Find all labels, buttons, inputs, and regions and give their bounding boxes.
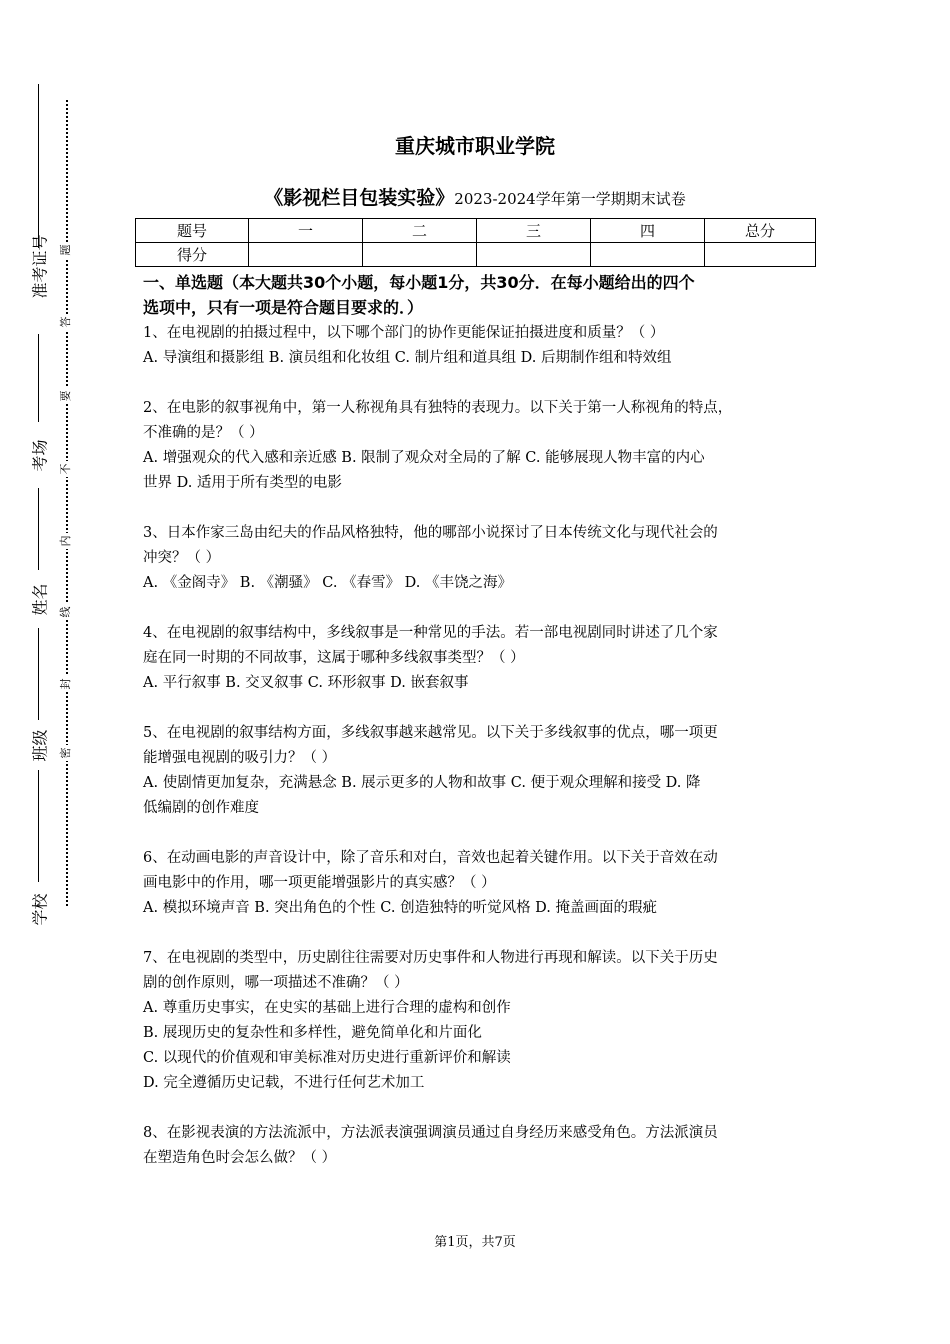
sidebar-label-class: 班级 bbox=[30, 729, 50, 762]
binding-line bbox=[38, 84, 39, 248]
score-header-cell: 一 bbox=[249, 219, 363, 243]
binding-line bbox=[38, 334, 39, 422]
score-header-cell: 总分 bbox=[705, 219, 816, 243]
binding-line bbox=[38, 628, 39, 720]
question-option-d: D. 完全遵循历史记载，不进行任何艺术加工 bbox=[143, 1075, 425, 1091]
question-options: 世界 D. 适用于所有类型的电影 bbox=[143, 475, 342, 491]
question-line: 在塑造角色时会怎么做？（ ） bbox=[143, 1150, 337, 1166]
school-name: 重庆城市职业学院 bbox=[395, 134, 555, 158]
seal-char: 封 bbox=[58, 676, 74, 692]
question-line: 7、在电视剧的类型中，历史剧往往需要对历史事件和人物进行再现和解读。以下关于历史 bbox=[143, 950, 718, 966]
question-7 bbox=[143, 946, 815, 1096]
question-line: 8、在影视表演的方法流派中，方法派表演强调演员通过自身经历来感受角色。方法派演员 bbox=[143, 1125, 718, 1141]
score-header-cell: 四 bbox=[591, 219, 705, 243]
page-number: 第1页，共7页 bbox=[434, 1235, 516, 1250]
question-line: 冲突？（ ） bbox=[143, 550, 221, 566]
sidebar-label-school: 学校 bbox=[30, 893, 50, 926]
question-options: 低编剧的创作难度 bbox=[143, 800, 259, 816]
question-options: A. 模拟环境声音 B. 突出角色的个性 C. 创造独特的听觉风格 D. 掩盖画面的瑕疵 bbox=[143, 900, 658, 916]
question-5 bbox=[143, 721, 815, 821]
question-line: 庭在同一时期的不同故事，这属于哪种多线叙事类型？（ ） bbox=[143, 650, 525, 666]
question-option-c: C. 以现代的价值观和审美标准对历史进行重新评价和解读 bbox=[143, 1050, 511, 1066]
course-name: 《影视栏目包装实验》 bbox=[264, 187, 455, 209]
exam-content bbox=[143, 270, 815, 1196]
exam-term: 2023-2024学年第一学期期末试卷 bbox=[454, 190, 686, 208]
score-header-cell: 二 bbox=[363, 219, 477, 243]
question-options: A. 平行叙事 B. 交叉叙事 C. 环形叙事 D. 嵌套叙事 bbox=[143, 675, 469, 691]
section-heading-line: 一、单选题（本大题共30个小题，每小题1分，共30分．在每小题给出的四个 bbox=[143, 273, 695, 292]
seal-char: 答 bbox=[58, 314, 74, 330]
binding-line bbox=[38, 488, 39, 570]
score-header-cell: 三 bbox=[477, 219, 591, 243]
seal-char: 内 bbox=[58, 533, 74, 549]
score-row-label: 得分 bbox=[136, 243, 249, 267]
score-table-score-row bbox=[136, 243, 816, 267]
section-heading-line: 选项中，只有一项是符合题目要求的．） bbox=[143, 298, 424, 317]
score-cell[interactable] bbox=[705, 243, 816, 267]
score-table-header-row bbox=[136, 219, 816, 243]
question-option-b: B. 展现历史的复杂性和多样性，避免简单化和片面化 bbox=[143, 1025, 482, 1041]
score-cell[interactable] bbox=[591, 243, 705, 267]
question-2 bbox=[143, 396, 815, 496]
binding-line bbox=[38, 770, 39, 882]
question-line: 画电影中的作用，哪一项更能增强影片的真实感？（ ） bbox=[143, 875, 496, 891]
question-option-a: A. 尊重历史事实，在史实的基础上进行合理的虚构和创作 bbox=[143, 1000, 511, 1016]
score-cell[interactable] bbox=[477, 243, 591, 267]
question-line: 6、在动画电影的声音设计中，除了音乐和对白，音效也起着关键作用。以下关于音效在动 bbox=[143, 850, 718, 866]
question-line: 剧的创作原则，哪一项描述不准确？（ ） bbox=[143, 975, 409, 991]
question-6 bbox=[143, 846, 815, 921]
question-line: 4、在电视剧的叙事结构中，多线叙事是一种常见的手法。若一部电视剧同时讲述了几个家 bbox=[143, 625, 718, 641]
question-4 bbox=[143, 621, 815, 696]
question-line: 1、在电视剧的拍摄过程中，以下哪个部门的协作更能保证拍摄进度和质量？（ ） bbox=[143, 325, 665, 341]
question-options: A. 增强观众的代入感和亲近感 B. 限制了观众对全局的了解 C. 能够展现人物丰富的内心 bbox=[143, 450, 705, 466]
question-line: 不准确的是？（ ） bbox=[143, 425, 264, 441]
score-cell[interactable] bbox=[249, 243, 363, 267]
score-cell[interactable] bbox=[363, 243, 477, 267]
section-heading bbox=[143, 270, 815, 320]
exam-title bbox=[0, 183, 950, 210]
score-header-cell: 题号 bbox=[136, 219, 249, 243]
question-options: A. 导演组和摄影组 B. 演员组和化妆组 C. 制片组和道具组 D. 后期制作组和特效组 bbox=[143, 350, 672, 366]
seal-char: 密 bbox=[58, 745, 74, 761]
question-line: 5、在电视剧的叙事结构方面，多线叙事越来越常见。以下关于多线叙事的优点，哪一项更 bbox=[143, 725, 718, 741]
question-line: 3、日本作家三岛由纪夫的作品风格独特，他的哪部小说探讨了日本传统文化与现代社会的 bbox=[143, 525, 718, 541]
sidebar-label-exam-room: 考场 bbox=[30, 439, 50, 472]
question-8 bbox=[143, 1121, 815, 1171]
seal-char: 题 bbox=[58, 242, 74, 258]
question-line: 2、在电影的叙事视角中，第一人称视角具有独特的表现力。以下关于第一人称视角的特点， bbox=[143, 400, 733, 416]
seal-char: 线 bbox=[58, 604, 74, 620]
seal-char: 要 bbox=[58, 388, 74, 404]
sidebar-label-name: 姓名 bbox=[30, 583, 50, 616]
question-3 bbox=[143, 521, 815, 596]
question-options: A. 使剧情更加复杂，充满悬念 B. 展示更多的人物和故事 C. 便于观众理解和接受 D. 降 bbox=[143, 775, 701, 791]
seal-dotted-line bbox=[66, 100, 68, 906]
seal-char: 不 bbox=[58, 461, 74, 477]
sidebar-label-exam-number: 准考证号 bbox=[30, 234, 50, 299]
question-line: 能增强电视剧的吸引力？（ ） bbox=[143, 750, 337, 766]
question-options: A. 《金阁寺》 B. 《潮骚》 C. 《春雪》 D. 《丰饶之海》 bbox=[143, 575, 513, 591]
question-1 bbox=[143, 321, 815, 371]
score-table bbox=[135, 218, 816, 267]
